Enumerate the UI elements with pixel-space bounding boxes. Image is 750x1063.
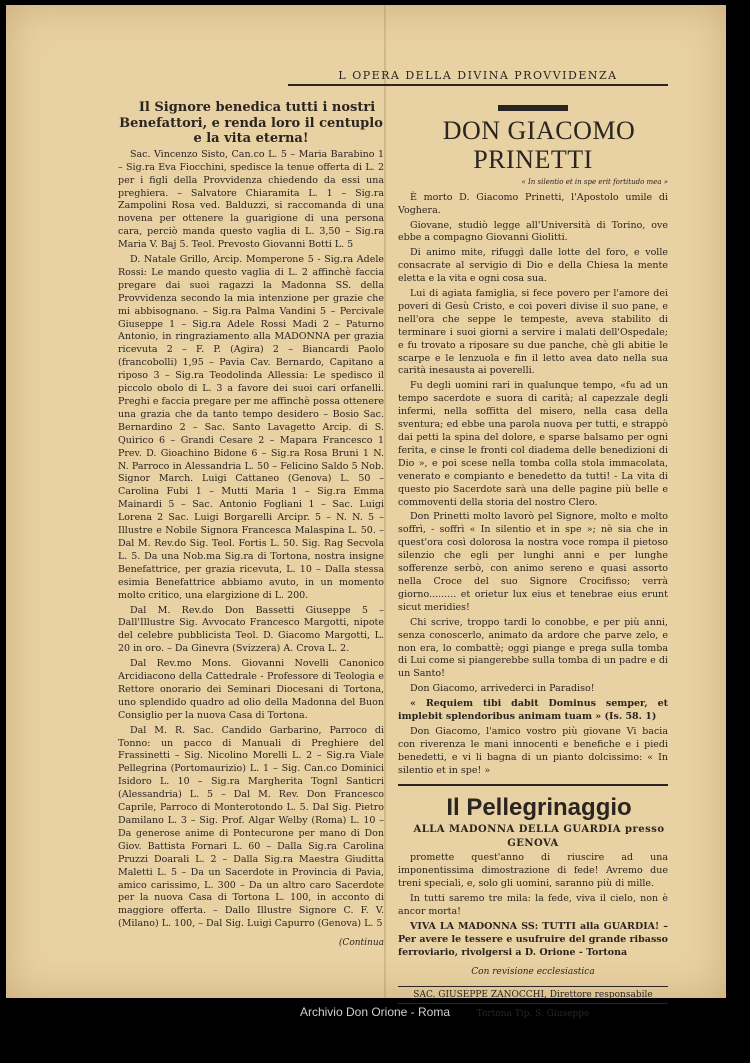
ecclesiastical-approval: Con revisione ecclesiastica [471, 966, 595, 977]
obituary-paragraph: Di animo mite, rifuggì dalle lotte del foro, e volle consacrate al servigio di Dio e della Chiesa la mente eletta e la vita e ogni cosa sua. [398, 247, 668, 285]
obituary-paragraph: Don Prinetti molto lavorò pel Signore, molto e molto soffrì, - soffrì « In silentio et in spe »; nè sia che in quest'ora così dolorosa la nostra voce rompa il pietoso silenzio che egli per lunghi anni e per lunghe sofferenze serbò, con animo sereno e quasi assorto nella Croce del suo Signore Crocifisso; verrà giorno......... et orietur lux eius et tenebrae eius erunt sicut meridies! [398, 511, 668, 613]
pilgrimage-subtitle: ALLA MADONNA DELLA GUARDIA presso GENOVA [413, 824, 665, 849]
pilgrimage-paragraph: In tutti saremo tre mila: la fede, viva il cielo, non è ancor morta! [398, 893, 668, 917]
continua-note: (Continua [338, 938, 384, 949]
benefactors-paragraph: Dal M. Rev.do Don Bassetti Giuseppe 5 – Dall'Illustre Sig. Avvocato Francesco Margotti, nipote del celebre pubblicista Teol. D. Giacomo Margotti, L. 20 in oro. – Da Ginevra (Svizzera) A. Crova L. 2. [118, 604, 384, 655]
editor-credit: SAC. GIUSEPPE ZANOCCHI, Direttore responsabile [398, 986, 668, 1004]
right-column [398, 100, 668, 1020]
pilgrimage-paragraph: VIVA LA MADONNA SS: TUTTI alla GUARDIA! – Per avere le tessere e usufruire del grande ribasso ferroviario, rivolgersi a D. Orione - Tortona [398, 920, 668, 958]
archive-caption: Archivio Don Orione - Roma [299, 1005, 451, 1019]
obituary-paragraph: « Requiem tibi dabit Dominus semper, et implebit splendoribus animam tuam » (Is. 58. 1) [398, 698, 668, 723]
pilgrimage-title: Il Pellegrinaggio [446, 793, 632, 821]
printer-credit: Tortona Tip. S. Giuseppe [476, 1009, 590, 1020]
obituary-paragraph: Don Giacomo, l'amico vostro più giovane Vi bacia con riverenza le mani innocenti e benefiche e i piedi benedetti, e vi li bagna di un pianto dolcissimo: « In silentio et in spe! » [398, 725, 668, 776]
benefactors-paragraph: D. Natale Grillo, Arcip. Momperone 5 - Sig.ra Adele Rossi: Le mando questo vaglia di L. 2 affinchè faccia pregare dai suoi ragazzi la Madonna SS. della Provvidenza secondo la mia intenzione per grazie che mi abbisognano. – Sig.ra Palma Vandini 5 – Percivale Giuseppe 1 – Sig.ra Adele Rossi Madi 2 – Paturno Antonio, in ringraziamento alla MADONNA per grazia ricevuta 2 – F. P. (Agira) 2 – Biancardi Paolo (francobolli) 1,95 – Pavia Cav. Bernardo, Capitano a riposo 3 – Sig.ra Teodolinda Allessia: Le spedisco il piccolo obolo di L. 3 a favore dei suoi cari orfanelli. Preghi e faccia pregare per me affinchè possa ottenere una grazia che da tanto tempo desidero – Bosio Sac. Bernardino 2 – Sac. Santo Lavagetto Arcip. di S. Quirico 6 – Grandi Cesare 2 – Mapara Francesco 1 Prev. D. Gioachino Bidone 6 – Sig.ra Rosa Bruni 1 N. N. Parroco in Alessandria L. 50 – Felicino Saldo 5 Nob. Signor March. Luigi Cattaneo (Genova) L. 50 – Carolina Fubi 1 – Mutti Maria 1 – Sig.ra Emma Mainardi 5 – Sac. Antonio Fogliani 1 – Sac. Luigi Lorena 2 Sac. Luigi Borgarelli Arcipr. 5 – N. N. 5 – Illustre e Nobile Signora Francesca Malaspina L. 50. – Dal M. Rev.do Sig. Teol. Fortis L. 50. Sig. Rag Secvola L. 5. Da una Nob.ma Sig.ra di Tortona, nostra insigne Benefattrice, per grazia ricevuta, L. 10 – Dalla stessa esimia Benefattrice abbiamo avuto, in un momento molto critico, una elargizione di L. 200. [118, 254, 384, 601]
obituary-epigraph: « In silentio et in spe erit fortitudo mea » [521, 178, 668, 187]
obituary-paragraph: Giovane, studiò legge all'Università di Torino, ove ebbe a compagno Giovanni Giolitti. [398, 219, 668, 244]
page-fold [384, 5, 386, 998]
benefactors-paragraph: Dal M. R. Sac. Candido Garbarino, Parroco di Tonno: un pacco di Manuali di Preghiere del Frassinetti – Sig. Nicolino Morelli L. 2 – Sig.ra Viale Pellegrina (Portomaurizio) L. 1 – Sig. Can.co Dominici Isidoro L. 10 – Sig.ra Margherita Tognl Santicri (Alessandria) L. 5 – Dal M. Rev. Don Francesco Caprile, Parroco di Monterotondo L. 5. Dal Sig. Pietro Damilano L. 3 – Sig. Prof. Algar Welby (Roma) L. 10 – Da generose anime di Pontecurone per mano di Don Giov. Battista Fornari L. 60 – Dalla Sig.ra Carolina Pruzzi Doarali L. 2 – Dalla Sig.ra Maestra Giuditta Maletti L. 5 – Da un Sacerdote in Provincia di Pavia, amico carissimo, L. 300 – Da un altro caro Sacerdote per la nuova Casa di Tortona L. 100, in acconto di maggiore offerta. – Dallo Illustre Signore C. F. V. (Milano) L. 100, – Dal Sig. Luigi Capurro (Genova) L. 5 [118, 724, 384, 930]
benefactors-title: Il Signore benedica tutti i nostri Benefattori, e renda loro il centuplo e la vita eterna! [119, 100, 383, 147]
benefactors-paragraph: Sac. Vincenzo Sisto, Can.co L. 5 – Maria Barabino 1 – Sig.ra Eva Fiocchini, spedisce la tenue offerta di L. 2 per i figli della Provvidenza chiedendo da essi una preghiera. – Salvatore Chiaramita L. 1 – Sig.ra Zampolini Rosa ved. Balduzzi, si raccomanda di una novena per ottenere la guarigione di una persona cara, perciò manda questo vaglia di L. 3,50 – Sig.ra Maria V. Baj 5. Teol. Prevosto Giovanni Botti L. 5 [118, 148, 384, 251]
left-column [118, 100, 384, 955]
obituary-paragraph: Chi scrive, troppo tardi lo conobbe, e per più anni, senza conoscerlo, animato da ardore che parve zelo, e non era, lo combattè; oggi piange e prega sulla tomba di Lui come si piangerebbe sulla tomba di un padre e di un Santo! [398, 616, 668, 680]
obituary-paragraph: Fu degli uomini rari in qualunque tempo, «fu ad un tempo sacerdote e suora di carità; al capezzale degli infermi, nella soffitta del misero, nella casa della sventura; ed ebbe una parola nuova per tutti, e strappò dai petti la spina del dolore, e sparse balsamo per ogni ferita, e cinse le fronti col diadema delle benedizioni di Dio », e poi scese nella tomba colla stola immacolata, venerato e compianto e benedetto da tutti! - La vita di questo pio Sacerdote sarà una delle pagine più belle e commoventi della storia del nostro Clero. [398, 380, 668, 508]
pilgrimage-paragraph: promette quest'anno di riuscire ad una imponentissima dimostrazione di fede! Avremo due treni speciali, e, solo gli uomini, saranno più di mille. [398, 852, 668, 890]
header-rule [288, 84, 668, 86]
running-header: L OPERA DELLA DIVINA PROVVIDENZA [338, 69, 618, 82]
obituary-paragraph: È morto D. Giacomo Prinetti, l'Apostolo umile di Voghera. [398, 191, 668, 216]
obituary-paragraph: Don Giacomo, arrivederci in Paradiso! [410, 683, 595, 695]
mourning-bar [498, 105, 568, 111]
section-rule [398, 784, 668, 786]
obituary-paragraph: Lui di agiata famiglia, si fece povero per l'amore dei poveri di Gesù Cristo, e coi poveri divise il suo pane, e nell'ora che seppe le tempeste, aveva stabilito di terminare i suoi giorni a servire i malati dell'Ospedale; e fu trovato a riposare su due panche, chè gli abitie le scarpe e le lenzuola e fin il letto avea dato nella sua carità inesausta ai poverelli. [398, 288, 668, 377]
benefactors-paragraph: Dal Rev.mo Mons. Giovanni Novelli Canonico Arcidiacono della Cattedrale - Professore di Teologia e Rettore onorario dei Seminari Diocesani di Tortona, uno splendido quadro ad olio della Madonna del Buon Consiglio per la nuova Casa di Tortona. [118, 658, 384, 721]
obituary-title: DON GIACOMO PRINETTI [442, 116, 636, 174]
